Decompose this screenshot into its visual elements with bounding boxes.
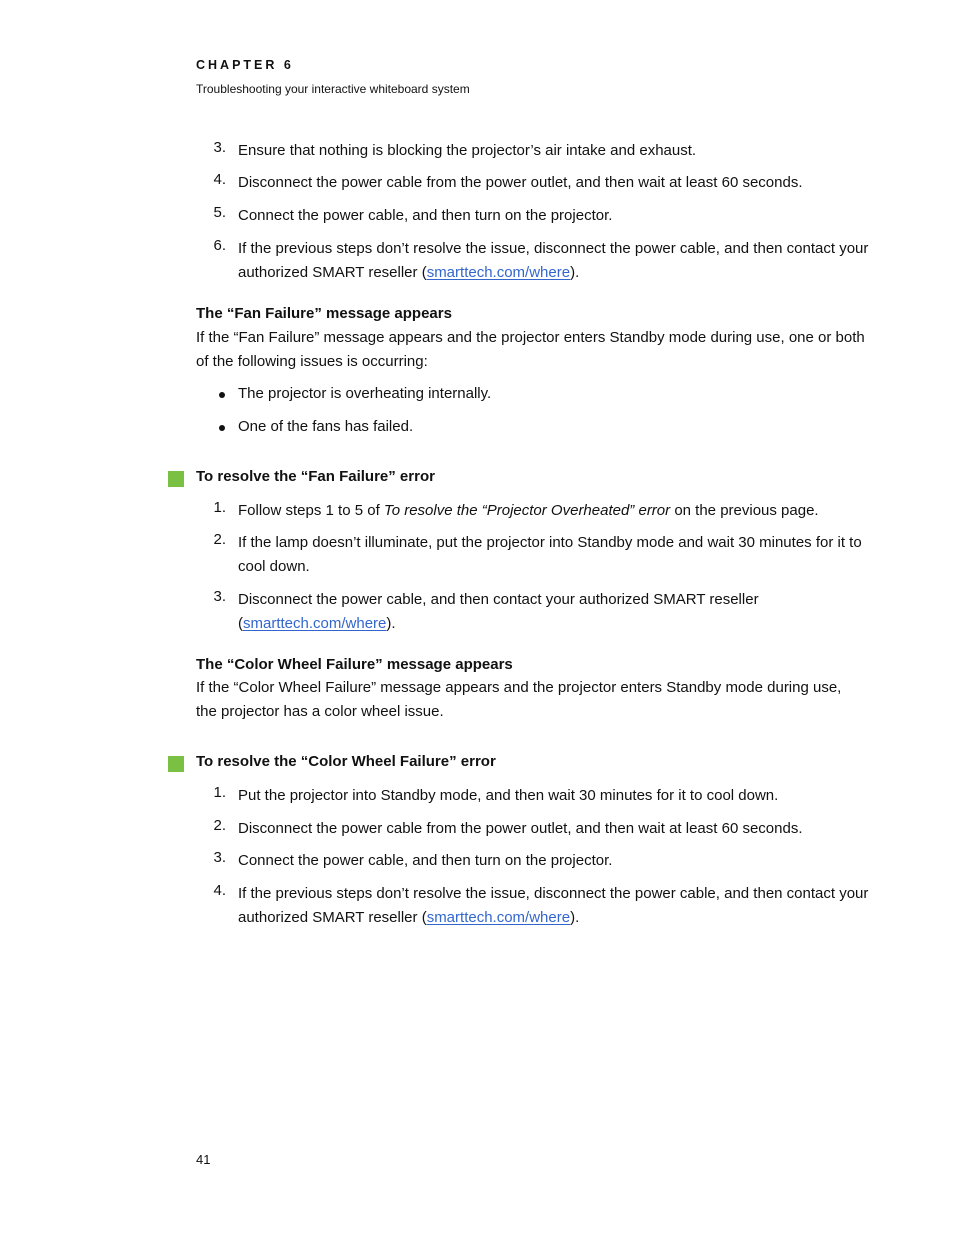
bullet-item: One of the fans has failed. [238,418,414,435]
step-text: Connect the power cable, and then turn on the projector. [238,852,613,869]
step-number: 2. [213,531,226,548]
chapter-label: CHAPTER 6 [196,58,294,72]
step-number: 3. [213,588,226,605]
color-wheel-intro: If the “Color Wheel Failure” message appears and the projector enters Standby mode during use, the projector has a color wheel issue. [196,679,842,720]
procedure-square-icon [168,756,184,772]
step-text: If the lamp doesn’t illuminate, put the projector into Standby mode and wait 30 minutes for it to cool down. [238,534,862,575]
reseller-link[interactable]: smarttech.com/where [426,908,571,926]
bullet-dot [219,392,225,398]
step-text: Follow steps 1 to 5 of To resolve the “Projector Overheated” error on the previous page. [238,502,819,519]
bullet-dot [219,425,225,431]
bullet-item: The projector is overheating internally. [238,385,492,402]
step-text: Connect the power cable, and then turn on the projector. [238,207,613,224]
step-text: Put the projector into Standby mode, and then wait 30 minutes for it to cool down. [238,787,779,804]
reseller-link[interactable]: smarttech.com/where [426,263,571,281]
reseller-link[interactable]: smarttech.com/where [243,614,387,632]
step-text: Disconnect the power cable from the power outlet, and then wait at least 60 seconds. [238,820,803,837]
step-number: 4. [213,882,226,899]
step-text: If the previous steps don’t resolve the issue, disconnect the power cable, and then contact your authorized SMART reseller (smarttech.com/where). [238,885,869,926]
fan-failure-intro: If the “Fan Failure” message appears and the projector enters Standby mode during use, one or both of the following issues is occurring: [196,329,865,370]
step-number: 1. [213,784,226,801]
page-number: 41 [196,1152,211,1167]
step-number: 1. [213,499,226,516]
procedure-square-icon [168,471,184,487]
chapter-subtitle: Troubleshooting your interactive whiteboard system [196,82,470,96]
step-number: 2. [213,817,226,834]
step-text: If the previous steps don’t resolve the issue, disconnect the power cable, and then contact your authorized SMART reseller (smarttech.com/where). [238,240,869,281]
step-text: Disconnect the power cable from the power outlet, and then wait at least 60 seconds. [238,174,803,191]
color-wheel-heading: The “Color Wheel Failure” message appears [196,656,513,673]
step-number: 5. [213,204,226,221]
step-number: 4. [213,171,226,188]
step-number: 6. [213,237,226,254]
step-text: Disconnect the power cable, and then contact your authorized SMART reseller (smarttech.com/where). [238,591,759,632]
fan-failure-heading: The “Fan Failure” message appears [196,305,452,322]
wheel-procedure-title: To resolve the “Color Wheel Failure” error [196,753,496,770]
step-number: 3. [213,849,226,866]
step-number: 3. [213,139,226,156]
fan-procedure-title: To resolve the “Fan Failure” error [196,468,435,485]
step-text: Ensure that nothing is blocking the projector’s air intake and exhaust. [238,142,697,159]
